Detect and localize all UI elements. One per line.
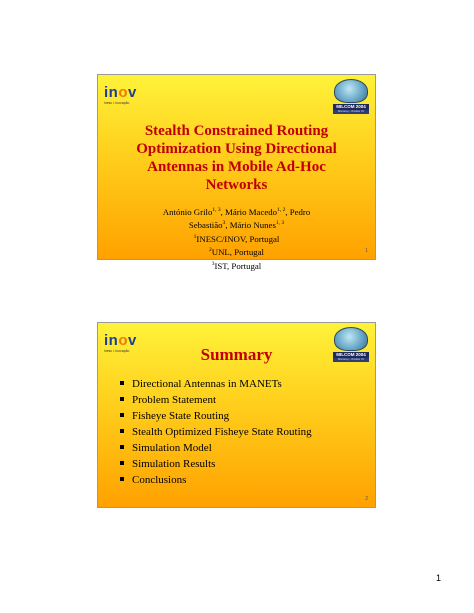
list-item: Directional Antennas in MANETs xyxy=(120,376,312,392)
list-item: Stealth Optimized Fisheye State Routing xyxy=(120,424,312,440)
globe-icon xyxy=(334,79,368,103)
affiliation: $^1$INESC/INOV, Portugal xyxy=(193,233,280,244)
bullet-icon xyxy=(120,381,124,385)
author-name: Sebastião xyxy=(188,220,223,231)
slide-number: 2 xyxy=(365,496,368,502)
slide-number: 1 xyxy=(365,248,368,254)
bullet-list xyxy=(120,376,312,488)
list-item: Simulation Results xyxy=(120,456,312,472)
slide-title: Summary xyxy=(200,345,273,364)
milcom-badge-title: MILCOM 2004 xyxy=(333,352,369,358)
bullet-icon xyxy=(120,397,124,401)
title-line: Optimization Using Directional xyxy=(136,141,337,157)
inov-logo xyxy=(104,85,152,105)
bullet-icon xyxy=(120,477,124,481)
bullet-icon xyxy=(120,413,124,417)
affiliation: $^3$IST, Portugal xyxy=(211,260,262,271)
logo-tagline: inesc • inovação xyxy=(104,349,130,353)
affiliation: $^2$UNL, Portugal xyxy=(208,247,265,258)
milcom-badge-subtitle: Monterey • October 31 xyxy=(333,110,369,114)
slide-title xyxy=(108,122,365,194)
logo-wordmark: inov xyxy=(104,84,137,101)
author-line-1: António Grilo$^{1, 3}$, Mário Macedo$^{1, 2}$, Pedro xyxy=(162,206,311,217)
bullet-icon xyxy=(120,445,124,449)
title-line: Networks xyxy=(205,177,268,193)
bullet-icon xyxy=(120,429,124,433)
milcom-badge xyxy=(333,79,369,117)
list-item: Simulation Model xyxy=(120,440,312,456)
author-block xyxy=(108,205,365,272)
list-item: Conclusions xyxy=(120,472,312,488)
author-name: , Mário Nunes xyxy=(225,220,276,231)
milcom-badge-subtitle: Monterey • October 31 xyxy=(333,358,369,362)
author-name: , Pedro xyxy=(285,206,311,217)
author-line-2: Sebastião$^3$, Mário Nunes$^{1, 3}$ xyxy=(188,220,285,231)
author-name: , Mário Macedo xyxy=(220,206,278,217)
list-item: Problem Statement xyxy=(120,392,312,408)
title-line: Stealth Constrained Routing xyxy=(144,123,329,139)
slide-2 xyxy=(97,322,376,508)
logo-wordmark: inov xyxy=(104,332,137,349)
list-item: Fisheye State Routing xyxy=(120,408,312,424)
milcom-badge-title: MILCOM 2004 xyxy=(333,104,369,110)
title-line: Antennas in Mobile Ad-Hoc xyxy=(147,159,326,175)
page-number: 1 xyxy=(435,573,441,583)
author-name: António Grilo xyxy=(162,206,213,217)
logo-tagline: inesc • inovação xyxy=(104,101,130,105)
bullet-icon xyxy=(120,461,124,465)
slide-1 xyxy=(97,74,376,271)
